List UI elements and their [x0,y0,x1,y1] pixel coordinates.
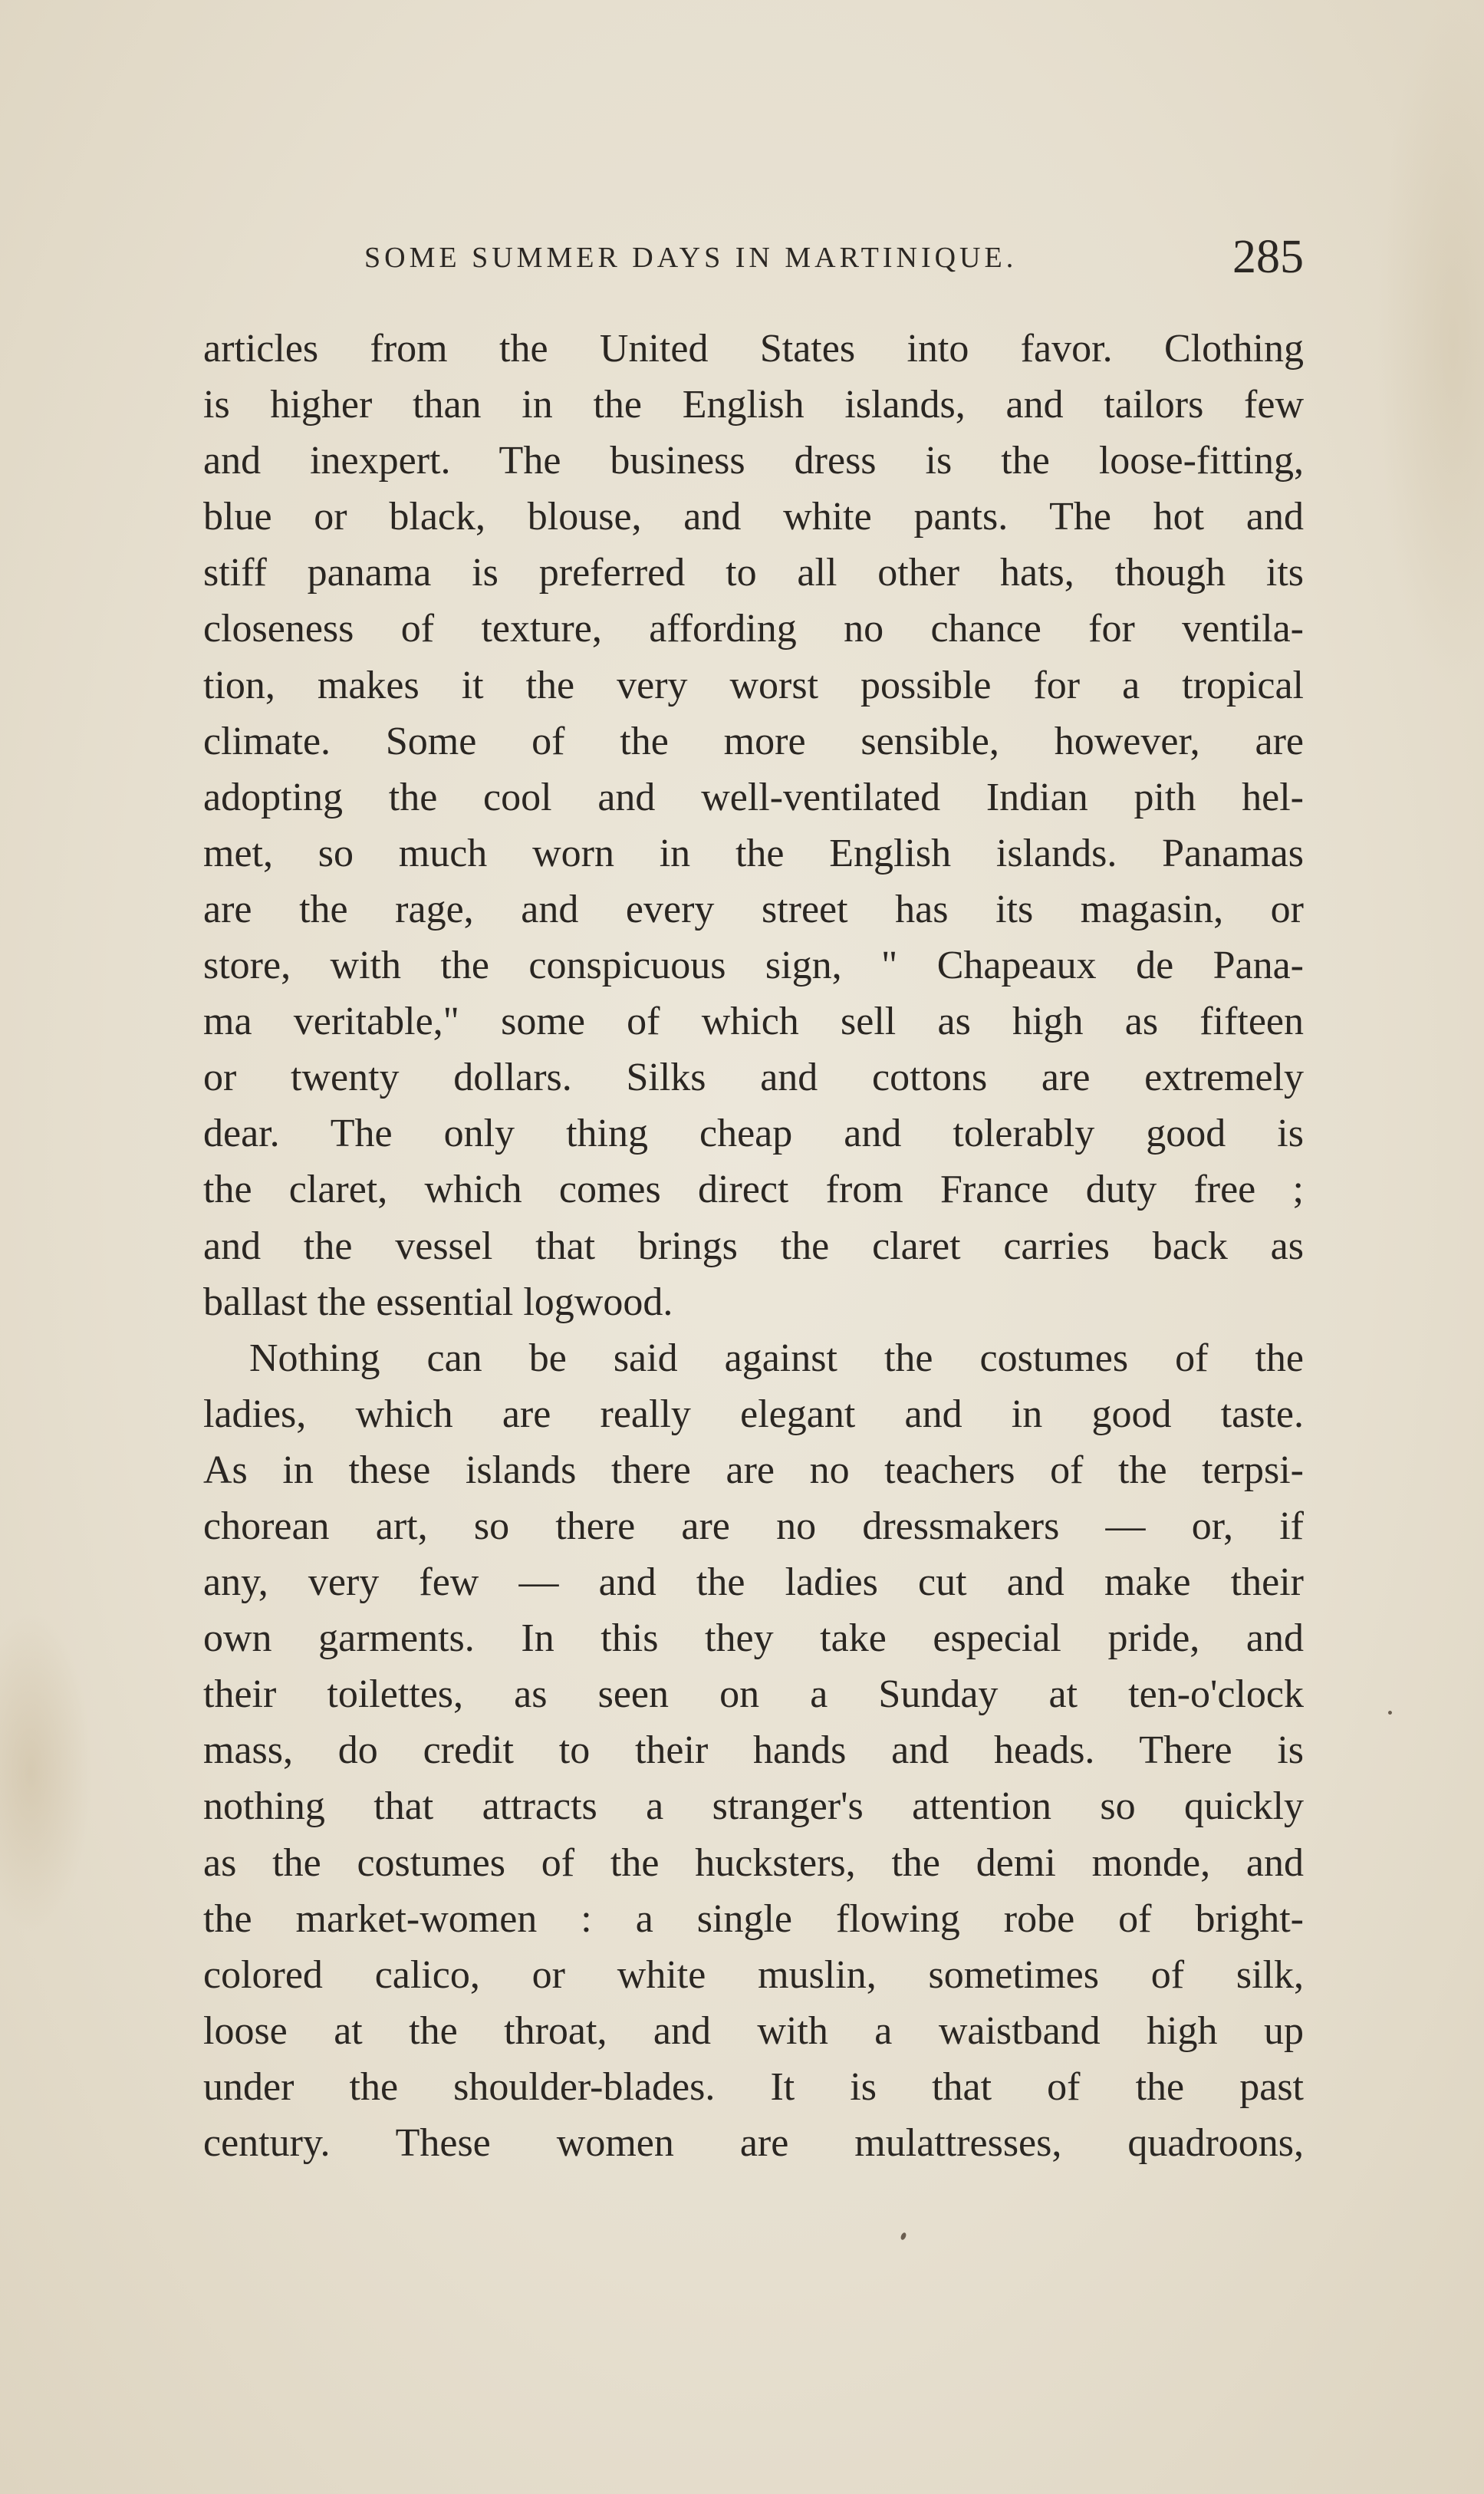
paragraph-first-line: Nothing can be said against the costumes of the [249,1336,1304,1380]
text-line: their toilettes, as seen on a Sunday at ten-o'clock [203,1672,1304,1717]
text-line: blue or black, blouse, and white pants. The hot and [203,495,1304,539]
text-line: century. These women are mulattresses, quadroons, [203,2121,1304,2165]
paragraph-last-line: ballast the essential logwood. [203,1280,673,1324]
text-line: mass, do credit to their hands and heads. There is [203,1728,1304,1773]
text-line: ma veritable," some of which sell as high as fifteen [203,1000,1304,1044]
paper-stain [0,1611,92,1933]
running-head [203,230,1304,292]
text-line: under the shoulder-blades. It is that of the past [203,2064,1304,2109]
ink-speck [900,2232,907,2241]
text-line: climate. Some of the more sensible, however, are [203,719,1304,763]
text-line: chorean art, so there are no dressmakers — or, if [203,1504,1304,1548]
ink-speck [1387,1710,1393,1715]
text-line: colored calico, or white muslin, sometimes of silk, [203,1952,1304,1997]
text-line: loose at the throat, and with a waistband high up [203,2008,1304,2053]
text-line: met, so much worn in the English islands. Panamas [203,831,1304,875]
running-title: SOME SUMMER DAYS IN MARTINIQUE. [364,242,1018,274]
text-line: As in these islands there are no teachers of the terpsi- [203,1448,1304,1492]
text-line: closeness of texture, affording no chance for ventila- [203,607,1304,651]
text-line: own garments. In this they take especial pride, and [203,1616,1304,1661]
text-line: are the rage, and every street has its magasin, or [203,887,1304,931]
text-line: articles from the United States into favor. Clothing [203,327,1304,371]
text-line: or twenty dollars. Silks and cottons are extremely [203,1056,1304,1100]
text-line: dear. The only thing cheap and tolerably good is [203,1112,1304,1156]
text-line: and inexpert. The business dress is the loose-fitting, [203,439,1304,483]
paper-stain [1377,0,1484,690]
body-text [203,321,1304,2171]
text-line: nothing that attracts a stranger's attention so quickly [203,1784,1304,1829]
text-line: stiff panama is preferred to all other hats, though its [203,551,1304,595]
text-line: and the vessel that brings the claret carries back as [203,1224,1304,1268]
text-line: the claret, which comes direct from France duty free ; [203,1168,1304,1212]
page-number: 285 [1232,231,1304,283]
text-line: adopting the cool and well-ventilated Indian pith hel- [203,775,1304,819]
text-line: any, very few — and the ladies cut and make their [203,1560,1304,1605]
text-line: tion, makes it the very worst possible for a tropical [203,663,1304,707]
text-line: the market-women : a single flowing robe of bright- [203,1896,1304,1941]
text-line: as the costumes of the hucksters, the demi monde, and [203,1840,1304,1885]
text-line: is higher than in the English islands, and tailors few [203,383,1304,427]
text-line: store, with the conspicuous sign, " Chapeaux de Pana- [203,944,1304,988]
text-line: ladies, which are really elegant and in good taste. [203,1392,1304,1436]
